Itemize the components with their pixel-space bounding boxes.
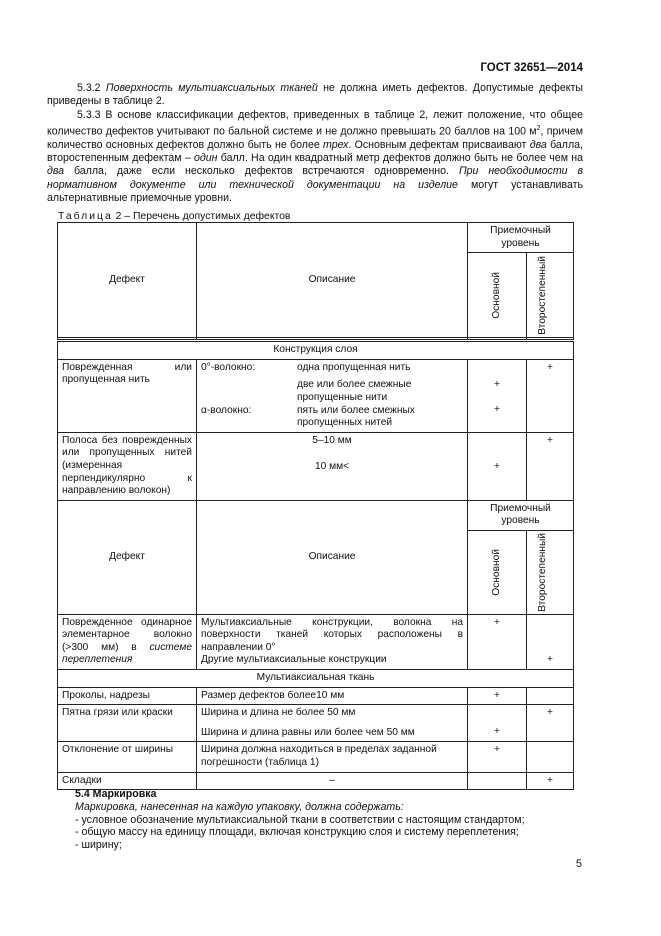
section-layer-construction: Конструкция слоя [58,341,574,360]
table-row: Складки – + [58,772,574,790]
defects-table: Дефект Описание Приемочный уровень Основной Второстепенный Конструкция слоя Поврежденная или пропущенная нить 0°-волокно: одна пропущенная нить две или более смежные пропущенные нити α-волокно: пять или более смежных пропущенных нитей + + + Полоса без поврежденных или пропущенных нитей (измеренная перпендикулярно к направлению волокон) 5–10 мм 10 мм< + + Дефект Описание Приемочный уровень Основной Второстепенный Поврежденное одинарное элементарное волокно (>300 мм) в системе переплетения Мультиаксиальные конструкции, волокна на поверхности тканей которых расположены в направлении 0° Другие мультиаксиальные конструкции + + Мультиаксиальная ткань Проколы, надрезы Размер дефектов более10 мм + Пятна грязи или краски Ширина и длина не более 50 мм Ширина и длина равны или более чем 50 мм + + Отклонение от ширины Ширина должна находиться в пределах заданной погрешности (таблица 1) + Складки – + [57,222,574,790]
marking-intro: Маркировка, нанесенная на каждую упаковку, должна содержать: [75,800,404,813]
list-item: - общую массу на единицу площади, включая конструкцию слоя и систему переплетения; [75,826,519,839]
list-item: - ширину; [75,839,122,852]
paragraph-5-3-3: 5.3.3 В основе классификации дефектов, приведенных в таблице 2, лежит положение, что общее количество дефектов учитывают по бальной системе и не должно превышать 20 баллов на 100 $м^2$, причем количество основных дефектов должно быть не более трех. Основным дефектам присваивают два балла, второстепенным дефектам – один балл. На один квадратный метр дефектов должно быть не более чем на два балла, даже если несколько дефектов встречаются одновременно. При необходимости в нормативном документе или технической документации на изделие могут устанавливать альтернативные приемочные уровни. [47,109,583,204]
table-header-row [58,223,574,253]
table-caption: Таблица 2 – Перечень допустимых дефектов [58,211,291,222]
header-acceptance-level: Приемочный уровень [468,223,574,253]
section-multiaxial-fabric: Мультиаксиальная ткань [58,670,574,688]
table-row: Пятна грязи или краски Ширина и длина не более 50 мм Ширина и длина равны или более чем 50 мм + + [58,705,574,742]
table-row: Поврежденная или пропущенная нить 0°-волокно: одна пропущенная нить две или более смежные пропущенные нити α-волокно: пять или более смежных пропущенных нитей + + + [58,359,574,432]
table-row: Проколы, надрезы Размер дефектов более10 мм + [58,687,574,705]
table-header-row-repeat: Дефект Описание Приемочный уровень [58,500,574,530]
marking-title: 5.4 Маркировка [75,788,157,800]
header-main: Основной [468,253,527,338]
table-row: Поврежденное одинарное элементарное волокно (>300 мм) в системе переплетения Мультиаксиальные конструкции, волокна на поверхности тканей которых расположены в направлении 0° Другие мультиаксиальные конструкции + + [58,614,574,669]
table-row: Полоса без поврежденных или пропущенных нитей (измеренная перпендикулярно к направлению волокон) 5–10 мм 10 мм< + + [58,432,574,500]
header-defect: Дефект [58,223,197,338]
table-row: Отклонение от ширины Ширина должна находиться в пределах заданной погрешности (таблица 1) + [58,742,574,772]
list-item: - условное обозначение мультиаксиальной ткани в соответствии с настоящим стандартом; [75,813,525,826]
header-description: Описание [197,223,468,338]
paragraph-5-3-2: 5.3.2 Поверхность мультиаксиальных тканей не должна иметь дефектов. Допустимые дефекты приведены в таблице 2. [47,82,583,108]
header-secondary: Второстепенный [527,253,574,338]
document-number: ГОСТ 32651—2014 [480,62,583,74]
marking-section [75,788,525,852]
page-number: 5 [575,858,582,870]
